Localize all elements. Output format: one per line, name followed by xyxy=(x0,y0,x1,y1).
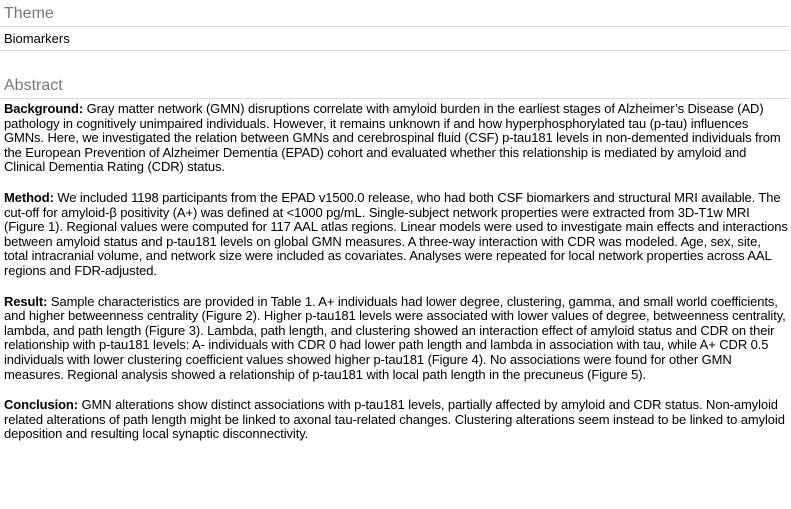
abstract-paragraph-background xyxy=(4,102,788,175)
paragraph-label: Result: xyxy=(4,293,48,309)
theme-value: Biomarkers xyxy=(4,31,70,46)
paragraph-text: Sample characteristics are provided in Table 1. A+ individuals had lower degree, clustering, gamma, and small world coefficients, and higher betweenness centrality (Figure 2). Higher p-tau181 levels were associated with lower values of degree, betweenness centrality, lambda, and path length (Figure 3). Lambda, path length, and clustering showed an interaction effect of amyloid status and CDR on their relationship with p-tau181 levels: A- individuals with CDR 0 had lower path length and lambda in association with tau, while A+ CDR 0.5 individuals with lower clustering coefficient values showed higher p-tau181 (Figure 4). No associations were found for other GMN measures. Regional analysis showed a relationship of p-tau181 with local path length in the precuneus (Figure 5). xyxy=(4,293,786,382)
abstract-paragraph-conclusion xyxy=(4,398,788,442)
paragraph-label: Background: xyxy=(4,101,84,116)
abstract-paragraph-method xyxy=(4,191,788,279)
paragraph-text: We included 1198 participants from the EPAD v1500.0 release, who had both CSF biomarkers and structural MRI available. The cut-off for amyloid-β positivity (A+) was defined at <1000 pg/mL. Single-subject network properties were extracted from 3D-T1w MRI (Figure 1). Regional values were computed for 117 AAL atlas regions. Linear models were used to investigate main effects and interactions between amyloid status and p-tau181 levels on global GMN measures. A three-way interaction with CDR was modeled. Age, sex, site, total intracranial volume, and network size were included as covariates. Analyses were repeated for local network properties across AAL regions and FDR-adjusted. xyxy=(4,189,788,278)
theme-divider xyxy=(0,26,789,27)
abstract-divider xyxy=(0,98,789,99)
abstract-paragraph-result xyxy=(4,295,788,383)
theme-value-divider xyxy=(0,50,789,51)
paragraph-label: Method: xyxy=(4,189,54,205)
abstract-heading: Abstract xyxy=(4,77,63,94)
theme-heading: Theme xyxy=(4,5,54,22)
paragraph-text: Gray matter network (GMN) disruptions correlate with amyloid burden in the earliest stages of Alzheimer’s Disease (AD) pathology in cognitively unimpaired individuals. However, it remains unknown if and how hyperphosphorylated tau (p-tau) influences GMNs. Here, we investigated the relation between GMNs and cerebrospinal fluid (CSF) p-tau181 levels in non-demented individuals from the European Prevention of Alzheimer Dementia (EPAD) cohort and evaluated whether this relationship is mediated by amyloid and Clinical Dementia Rating (CDR) status. xyxy=(4,101,781,175)
abstract-body xyxy=(4,102,788,458)
paragraph-label: Conclusion: xyxy=(4,397,79,413)
paragraph-text: GMN alterations show distinct associations with p-tau181 levels, partially affected by amyloid and CDR status. Non-amyloid related alterations of path length might be linked to axonal tau-related changes. Clustering alterations seem instead to be linked to amyloid deposition and resulting local synaptic disconnectivity. xyxy=(4,397,785,442)
